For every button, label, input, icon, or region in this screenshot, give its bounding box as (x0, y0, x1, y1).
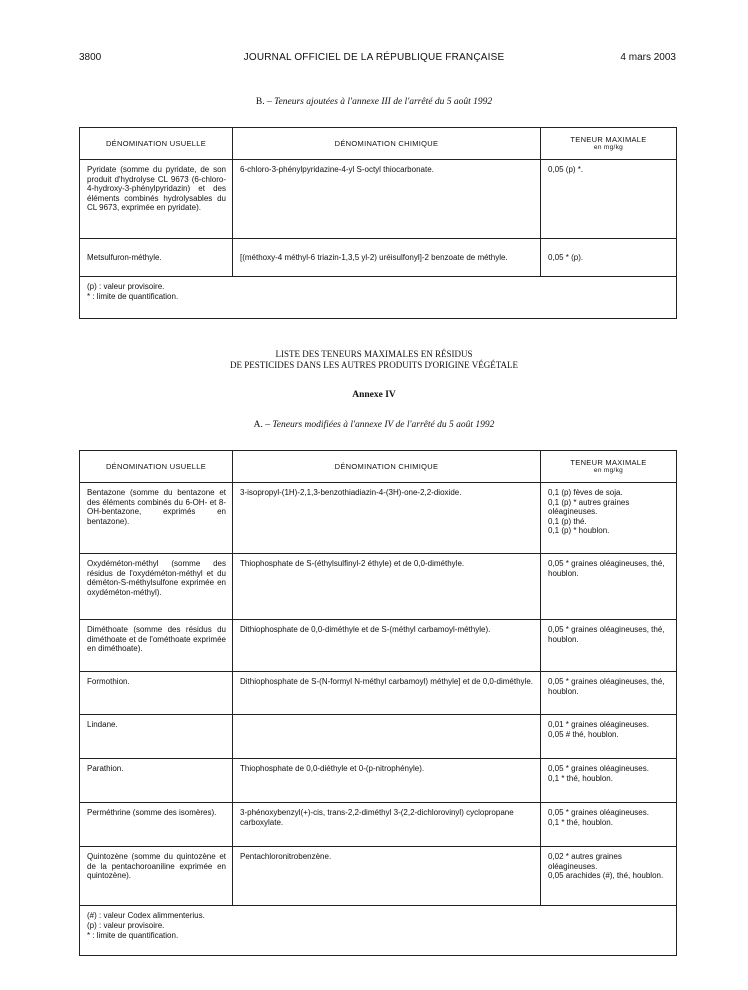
max-content-line: 0,1 (p) fèves de soja. (548, 488, 623, 497)
max-content-cell (541, 483, 677, 554)
section-a-heading (0, 420, 748, 430)
note-line: * : limite de quantification. (87, 292, 179, 301)
max-content-line: 0,05 * graines oléagineuses, thé, houblon. (548, 625, 665, 644)
col-chemical-name: DÉNOMINATION CHIMIQUE (233, 451, 541, 483)
table-annex-iv (79, 450, 677, 956)
table-header-row (80, 128, 677, 160)
table-row (80, 483, 677, 554)
max-content-line: 0,05 (p) *. (548, 165, 584, 174)
table-row (80, 554, 677, 620)
table-row (80, 620, 677, 672)
max-content-line: 0,1 * thé, houblon. (548, 817, 613, 827)
usual-name-cell: Diméthoate (somme des résidus du diméthoate et de l'ométhoate exprimée en diméthoate). (80, 620, 233, 672)
max-content-line: 0,05 * graines oléagineuses. (548, 808, 649, 817)
table-row (80, 759, 677, 803)
table-row (80, 239, 677, 277)
chemical-name-cell: Dithiophosphate de 0,0-diméthyle et de S-(méthyl carbamoyl-méthyle). (233, 620, 541, 672)
max-content-cell (541, 759, 677, 803)
max-content-line: 0,1 (p) * autres graines oléagineuses. (548, 497, 630, 517)
col-max-content-unit: en mg/kg (593, 144, 624, 152)
max-content-cell (541, 239, 677, 277)
chemical-name-cell: 6-chloro-3-phénylpyridazine-4-yl S-octyl thiocarbonate. (233, 160, 541, 239)
col-max-content-title: TENEUR MAXIMALE (570, 457, 647, 467)
chemical-name-cell: 3-isopropyl-(1H)-2,1,3-benzothiadiazin-4-(3H)-one-2,2-dioxide. (233, 483, 541, 554)
note-line: (p) : valeur provisoire. (87, 921, 165, 930)
usual-name-cell: Oxydéméton-méthyl (somme des résidus de l'oxydéméton-méthyl et du déméton-S-méthylsulfone exprimée en oxydéméton-méthyl). (80, 554, 233, 620)
usual-name-cell: Bentazone (somme du bentazone et des éléments combinés du 6-OH- et 8-OH-bentazone, exprimés en bentazone). (80, 483, 233, 554)
table-notes-row (80, 277, 677, 319)
usual-name-cell: Pyridate (somme du pyridate, de son produit d'hydrolyse CL 9673 (6-chloro-4-hydroxy-3-phénylpyridazin) et des éléments combinés hydrolysables du CL 9673, exprimée en pyridate). (80, 160, 233, 239)
list-title-line-1: LISTE DES TENEURS MAXIMALES EN RÉSIDUS (275, 349, 473, 359)
table-notes-row (80, 906, 677, 956)
chemical-name-cell: Pentachloronitrobenzène. (233, 847, 541, 906)
chemical-name-cell (233, 715, 541, 759)
page-number: 3800 (79, 52, 102, 63)
annex-title: Annexe IV (352, 390, 396, 400)
col-max-content (541, 128, 677, 160)
max-content-cell (541, 847, 677, 906)
table-header-row (80, 451, 677, 483)
list-title (0, 349, 748, 372)
usual-name-cell: Lindane. (80, 715, 233, 759)
section-b-lead: B. – (255, 97, 272, 107)
chemical-name-cell: Thiophosphate de 0,0-diéthyle et 0-(p-nitrophényle). (233, 759, 541, 803)
chemical-name-cell: Dithiophosphate de S-(N-formyl N-méthyl carbamoyl) méthyle] et de 0,0-diméthyle. (233, 672, 541, 715)
table-row (80, 715, 677, 759)
note-line: (p) : valeur provisoire. (87, 282, 165, 291)
max-content-cell (541, 803, 677, 847)
max-content-cell (541, 620, 677, 672)
table-row (80, 847, 677, 906)
max-content-line: 0,01 * graines oléagineuses. (548, 720, 649, 729)
table-row (80, 160, 677, 239)
max-content-line: 0,05 * (p). (548, 253, 584, 263)
usual-name-cell: Formothion. (80, 672, 233, 715)
col-usual-name: DÉNOMINATION USUELLE (80, 451, 233, 483)
max-content-line: 0,05 * graines oléagineuses. (548, 764, 649, 773)
section-a-title: Teneurs modifiées à l'annexe IV de l'arrêté du 5 août 1992 (272, 420, 495, 430)
col-chemical-name: DÉNOMINATION CHIMIQUE (233, 128, 541, 160)
list-title-line-2: DE PESTICIDES DANS LES AUTRES PRODUITS D'ORIGINE VÉGÉTALE (230, 360, 518, 371)
col-max-content (541, 451, 677, 483)
usual-name-cell: Perméthrine (somme des isomères). (80, 803, 233, 847)
table-row (80, 672, 677, 715)
chemical-name-cell: Thiophosphate de S-(éthylsulfinyl-2 éthyle) et de 0,0-diméthyle. (233, 554, 541, 620)
usual-name-cell: Parathion. (80, 759, 233, 803)
usual-name-cell: Metsulfuron-méthyle. (80, 239, 233, 277)
col-max-content-title: TENEUR MAXIMALE (570, 134, 647, 144)
usual-name-cell: Quintozène (somme du quintozène et de la pentachoroaniline exprimée en quintozène). (80, 847, 233, 906)
col-max-content-unit: en mg/kg (593, 467, 624, 475)
max-content-cell (541, 672, 677, 715)
max-content-cell (541, 160, 677, 239)
chemical-name-cell: 3-phénoxybenzyl(+)-cis, trans-2,2-diméthyl 3-(2,2-dichlorovinyl) cyclopropane carboxylate. (233, 803, 541, 847)
page-date: 4 mars 2003 (620, 52, 676, 63)
max-content-line: 0,1 (p) * houblon. (548, 526, 610, 536)
chemical-name-cell: [(méthoxy-4 méthyl-6 triazin-1,3,5 yl-2) uréisulfonyl]-2 benzoate de méthyle. (233, 239, 541, 277)
table-row (80, 803, 677, 847)
max-content-cell (541, 715, 677, 759)
max-content-cell (541, 554, 677, 620)
journal-title: JOURNAL OFFICIEL DE LA RÉPUBLIQUE FRANÇAISE (243, 52, 505, 63)
max-content-line: 0,05 arachides (#), thé, houblon. (548, 871, 664, 881)
col-usual-name: DÉNOMINATION USUELLE (80, 128, 233, 160)
max-content-line: 0,05 # thé, houblon. (548, 729, 619, 739)
max-content-line: 0,05 * graines oléagineuses, thé, houblon. (548, 677, 665, 696)
max-content-line: 0,02 * autres graines oléagineuses. (548, 852, 622, 871)
note-line: * : limite de quantification. (87, 931, 179, 940)
max-content-line: 0,1 * thé, houblon. (548, 773, 613, 783)
section-a-lead: A. – (253, 420, 270, 430)
max-content-line: 0,05 * graines oléagineuses, thé, houblon. (548, 559, 665, 578)
section-b-heading (0, 97, 748, 107)
table-notes (80, 906, 677, 956)
table-notes (80, 277, 677, 319)
note-line: (#) : valeur Codex alimmenterius. (87, 911, 205, 920)
max-content-line: 0,1 (p) thé. (548, 516, 587, 526)
section-b-title: Teneurs ajoutées à l'annexe III de l'arrêté du 5 août 1992 (274, 97, 493, 107)
table-annex-iii (79, 127, 677, 319)
